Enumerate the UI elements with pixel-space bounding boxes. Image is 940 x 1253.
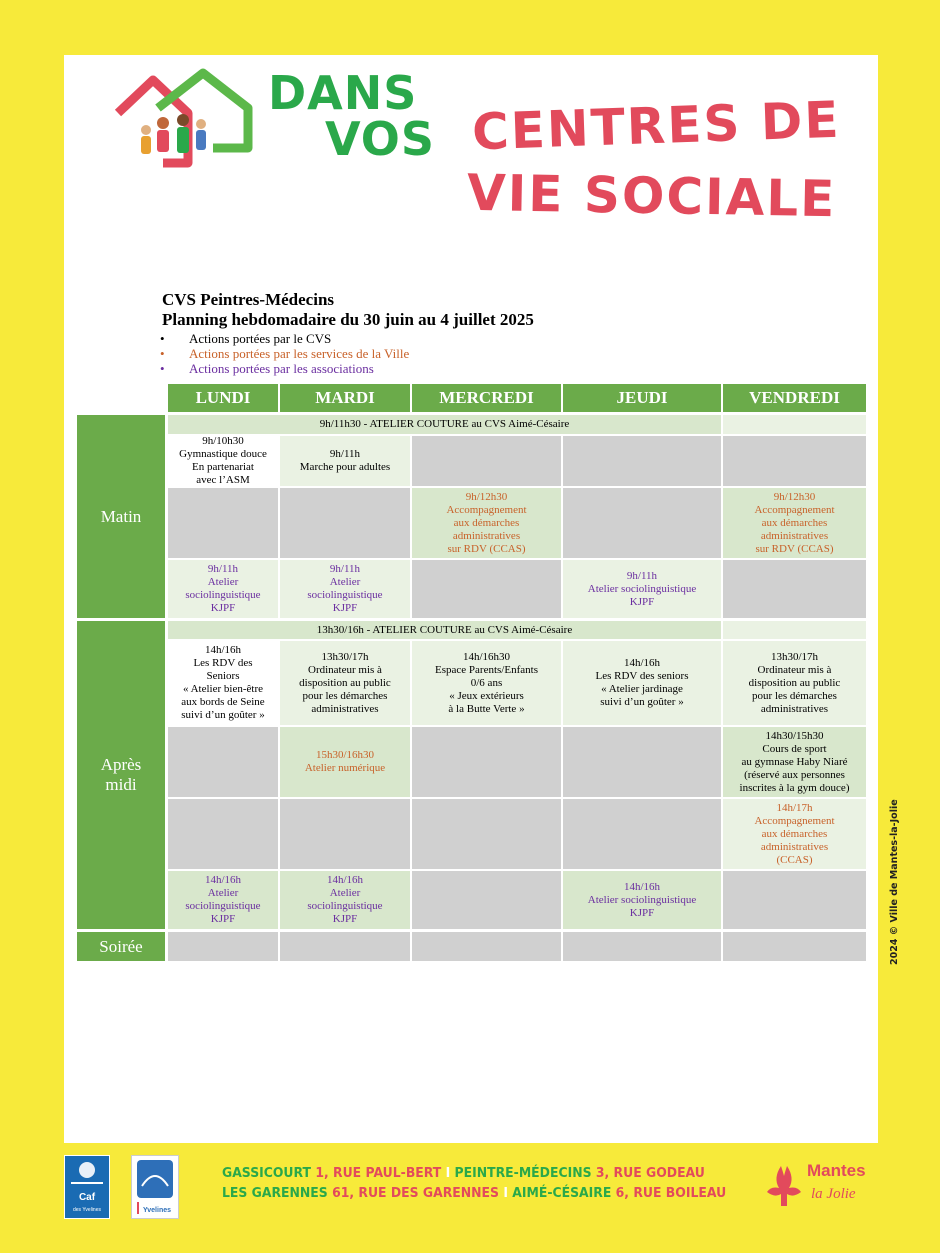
center-name: PEINTRE-MÉDECINS	[454, 1165, 592, 1181]
banner-couture-matin	[168, 415, 721, 434]
caf-logo	[64, 1155, 110, 1219]
caf-sub-label: des Yvelines	[73, 1207, 101, 1213]
empty-cell	[563, 932, 721, 961]
cell-matin-mercredi-2	[412, 488, 561, 558]
address-line-1	[222, 1163, 726, 1183]
bullet-icon: •	[160, 361, 165, 376]
cell-am-lundi-4	[168, 871, 278, 929]
separator: I	[503, 1185, 508, 1201]
mantes-label: Mantes	[807, 1161, 866, 1180]
legend-item-ville	[160, 346, 409, 361]
center-address: 3, RUE GODEAU	[595, 1165, 705, 1181]
empty-cell	[723, 436, 866, 486]
title-centres-de: CENTRES DE	[471, 90, 842, 162]
separator: I	[445, 1165, 451, 1181]
cell-am-jeudi-4	[563, 871, 721, 929]
center-address: 1, RUE PAUL-BERT	[315, 1165, 442, 1181]
yvelines-label: Yvelines	[142, 1207, 172, 1214]
cell-text: 14h/17h Accompagnement aux démarches administratives (CCAS)	[754, 801, 835, 866]
page-heading	[162, 290, 534, 330]
legend-item-cvs	[160, 331, 409, 346]
page-title: CVS Peintres-Médecins	[162, 290, 335, 309]
empty-cell	[280, 488, 410, 558]
house-family-logo	[113, 68, 253, 168]
cell-text: 9h/12h30 Accompagnement aux démarches administratives sur RDV (CCAS)	[446, 490, 527, 555]
period-apres-midi: Après midi	[77, 621, 165, 929]
cell-text: 9h/10h30 Gymnastique douce En partenariat avec l’ASM	[179, 435, 267, 486]
empty-cell	[563, 488, 721, 558]
period-soiree: Soirée	[77, 932, 165, 961]
banner-text: 13h30/16h - ATELIER COUTURE au CVS Aimé-Césaire	[316, 623, 573, 636]
cell-text: 9h/12h30 Accompagnement aux démarches administratives sur RDV (CCAS)	[754, 490, 835, 555]
empty-cell	[412, 436, 561, 486]
cell-text: 13h30/17h Ordinateur mis à disposition au public pour les démarches administratives	[748, 650, 841, 715]
empty-cell	[168, 488, 278, 558]
cell-text: 14h/16h Atelier sociolinguistique KJPF	[587, 880, 697, 919]
legend	[160, 331, 409, 376]
cell-text: 14h/16h Atelier sociolinguistique KJPF	[185, 874, 261, 925]
cell-am-mardi-1	[280, 641, 410, 725]
empty-cell	[280, 932, 410, 961]
day-header-jeudi: JEUDI	[563, 384, 721, 412]
empty-cell	[168, 727, 278, 797]
empty-cell	[412, 871, 561, 929]
empty-cell	[723, 871, 866, 929]
cell-am-vendredi-1	[723, 641, 866, 725]
cell-text: 9h/11h Marche pour adultes	[299, 448, 391, 473]
cell-am-jeudi-1	[563, 641, 721, 725]
empty-cell	[412, 560, 561, 618]
bullet-icon: •	[160, 331, 165, 346]
cell-matin-mardi-3	[280, 560, 410, 618]
center-name: LES GARENNES	[222, 1185, 328, 1201]
footer-addresses	[222, 1163, 726, 1203]
title-dans: DANS	[268, 66, 418, 120]
legend-label: Actions portées par les services de la Ville	[189, 346, 410, 361]
day-header-mardi: MARDI	[280, 384, 410, 412]
cell-text: 14h/16h Atelier sociolinguistique KJPF	[307, 874, 383, 925]
copyright-credit	[887, 800, 901, 965]
yvelines-logo	[131, 1155, 179, 1219]
mantes-la-jolie-logo	[763, 1158, 893, 1213]
cell-text: 14h/16h Les RDV des Seniors « Atelier bien-être aux bords de Seine suivi d’un goûter »	[181, 644, 265, 721]
empty-cell	[412, 727, 561, 797]
cell-matin-mardi-1	[280, 436, 410, 486]
title-vos: VOS	[325, 112, 436, 166]
cell-text: 14h30/15h30 Cours de sport au gymnase Haby Niaré (réservé aux personnes inscrites à la gym douce)	[739, 729, 850, 794]
cell-matin-jeudi-3	[563, 560, 721, 618]
caf-label: Caf	[78, 1192, 96, 1203]
cell-am-lundi-1	[168, 641, 278, 725]
empty-cell	[723, 415, 866, 434]
banner-couture-apres-midi	[168, 621, 721, 639]
cell-am-vendredi-2	[723, 727, 866, 797]
day-header-vendredi: VENDREDI	[723, 384, 866, 412]
bullet-icon: •	[160, 346, 165, 361]
banner-text: 9h/11h30 - ATELIER COUTURE au CVS Aimé-Césaire	[319, 418, 570, 430]
empty-cell	[412, 932, 561, 961]
cell-text: 15h30/16h30 Atelier numérique	[304, 749, 386, 774]
center-name: AIMÉ-CÉSAIRE	[512, 1185, 612, 1201]
page-subtitle: Planning hebdomadaire du 30 juin au 4 juillet 2025	[162, 310, 534, 329]
address-line-2	[222, 1183, 726, 1203]
empty-cell	[723, 932, 866, 961]
empty-cell	[563, 436, 721, 486]
cell-text: 14h/16h Les RDV des seniors « Atelier jardinage suivi d’un goûter »	[595, 657, 689, 708]
center-address: 61, RUE DES GARENNES	[332, 1185, 499, 1201]
title-vie-sociale: VIE SOCIALE	[466, 163, 837, 229]
empty-cell	[280, 799, 410, 869]
period-matin: Matin	[77, 415, 165, 618]
empty-cell	[412, 799, 561, 869]
cell-matin-lundi-1	[168, 436, 278, 486]
la-jolie-label: la Jolie	[811, 1186, 856, 1202]
yvelines-emblem-icon	[132, 1156, 178, 1218]
empty-cell	[723, 621, 866, 639]
credit-text: 2024 © Ville de Mantes-la-Jolie	[889, 799, 900, 965]
cell-matin-lundi-3	[168, 560, 278, 618]
empty-cell	[563, 799, 721, 869]
cell-am-vendredi-3	[723, 799, 866, 869]
day-header-lundi: LUNDI	[168, 384, 278, 412]
cell-matin-vendredi-2	[723, 488, 866, 558]
empty-cell	[168, 932, 278, 961]
empty-cell	[723, 560, 866, 618]
legend-item-associations	[160, 361, 409, 376]
cell-am-mercredi-1	[412, 641, 561, 725]
cell-am-mardi-4	[280, 871, 410, 929]
empty-cell	[168, 799, 278, 869]
legend-label: Actions portées par les associations	[189, 361, 374, 376]
center-name: GASSICOURT	[222, 1165, 312, 1181]
cell-am-mardi-2	[280, 727, 410, 797]
cell-text: 14h/16h30 Espace Parents/Enfants 0/6 ans « Jeux extérieurs à la Butte Verte »	[435, 650, 538, 715]
empty-cell	[563, 727, 721, 797]
cell-text: 13h30/17h Ordinateur mis à disposition au public pour les démarches administratives	[299, 650, 391, 715]
cell-text: 9h/11h Atelier sociolinguistique KJPF	[307, 563, 383, 614]
cell-text: 9h/11h Atelier sociolinguistique KJPF	[185, 563, 261, 614]
center-address: 6, RUE BOILEAU	[615, 1185, 727, 1201]
fleur-de-lis-icon	[763, 1158, 893, 1213]
day-header-mercredi: MERCREDI	[412, 384, 561, 412]
legend-label: Actions portées par le CVS	[189, 331, 332, 346]
caf-emblem-icon	[65, 1156, 109, 1218]
cell-text: 9h/11h Atelier sociolinguistique KJPF	[587, 569, 697, 608]
